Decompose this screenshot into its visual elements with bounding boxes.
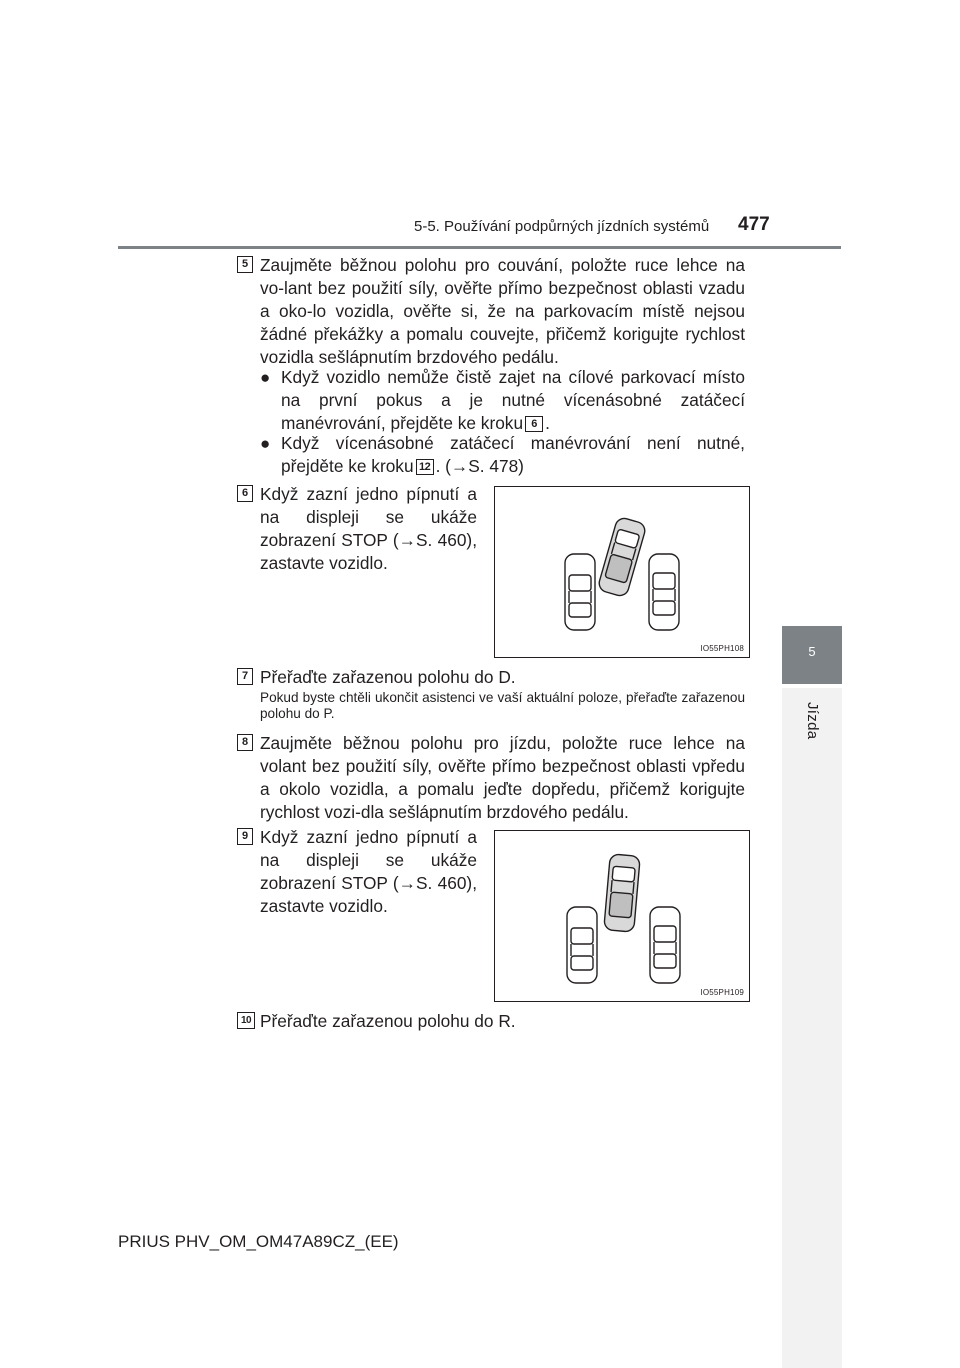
bullet-dot-icon: ● (260, 368, 271, 387)
step-10-marker: 10 (237, 1012, 255, 1029)
chapter-number: 5 (808, 644, 816, 659)
chapter-tab (782, 626, 842, 684)
chapter-name: Jízda (804, 702, 821, 740)
chapter-name-tab (782, 688, 842, 1368)
bullet-2-text: Když vícenásobné zatáčecí manévrování není nutné, přejděte ke kroku (281, 433, 745, 476)
parking-illustration (495, 831, 749, 1001)
step-6-marker: 6 (237, 485, 253, 502)
step-7-text: Přeřaďte zařazenou polohu do D. (260, 667, 516, 687)
step-5-text: Zaujměte běžnou polohu pro couvání, položte ruce lehce na vo-lant bez použití síly, ověřte přímo bezpečnost oblasti vzadu a oko-lo vozidla, ověřte si, že na parkovacím místě nejsou žádné překážky a pomalu couvejte, přičemž korigujte rychlost vozidla sešlápnutím brzdového pedálu. (260, 255, 745, 367)
step-ref-6: 6 (525, 416, 543, 432)
bullet-dot-icon: ● (260, 434, 271, 453)
figure-code: IO55PH109 (700, 988, 744, 997)
step-9-marker: 9 (237, 828, 253, 845)
parked-car-left-icon (567, 907, 597, 983)
step-9-text: Když zazní jedno pípnutí a na displeji se ukáže zobrazení STOP (→S. 460), zastavte vozidlo. (260, 827, 477, 916)
parking-illustration (495, 487, 749, 657)
step-5-bullet-1 (260, 366, 745, 436)
page-number: 477 (738, 214, 770, 235)
parked-car-left-icon (565, 554, 595, 630)
footer-document-code: PRIUS PHV_OM_OM47A89CZ_(EE) (118, 1232, 399, 1251)
header-divider (118, 246, 841, 249)
step-6-text: Když zazní jedno pípnutí a na displeji se ukáže zobrazení STOP (→S. 460), zastavte vozidlo. (260, 484, 477, 573)
step-10-text: Přeřaďte zařazenou polohu do R. (260, 1011, 516, 1031)
step-8-text: Zaujměte běžnou polohu pro jízdu, položte ruce lehce na volant bez použití síly, ověřte přímo bezpečnost oblasti vpředu a okolo vozidla, a pomalu jeďte dopředu, přičemž korigujte rychlost vozi-dla sešlápnutím brzdového pedálu. (260, 733, 745, 822)
step-5-bullet-2 (260, 432, 745, 480)
figure-code: IO55PH108 (700, 644, 744, 653)
step-5-marker: 5 (237, 256, 253, 273)
section-title: 5-5. Používání podpůrných jízdních systémů (414, 218, 710, 235)
bullet-1-end: . (545, 413, 550, 433)
step-ref-12: 12 (416, 459, 434, 475)
step-7-note: Pokud byste chtěli ukončit asistenci ve vaší aktuální poloze, přeřaďte zařazenou polohu do P. (260, 690, 745, 721)
bullet-2-end: . (→S. 478) (435, 456, 524, 476)
parked-car-right-icon (649, 554, 679, 630)
figure-parking-stop-1 (494, 486, 750, 658)
step-8-marker: 8 (237, 734, 253, 751)
own-vehicle-icon (604, 854, 641, 932)
own-vehicle-icon (597, 516, 647, 597)
parked-car-right-icon (650, 907, 680, 983)
bullet-1-text: Když vozidlo nemůže čistě zajet na cílové parkovací místo na první pokus a je nutné vícenásobné zatáčecí manévrování, přejděte ke kroku (281, 367, 745, 433)
step-7-marker: 7 (237, 668, 253, 685)
figure-parking-stop-2 (494, 830, 750, 1002)
